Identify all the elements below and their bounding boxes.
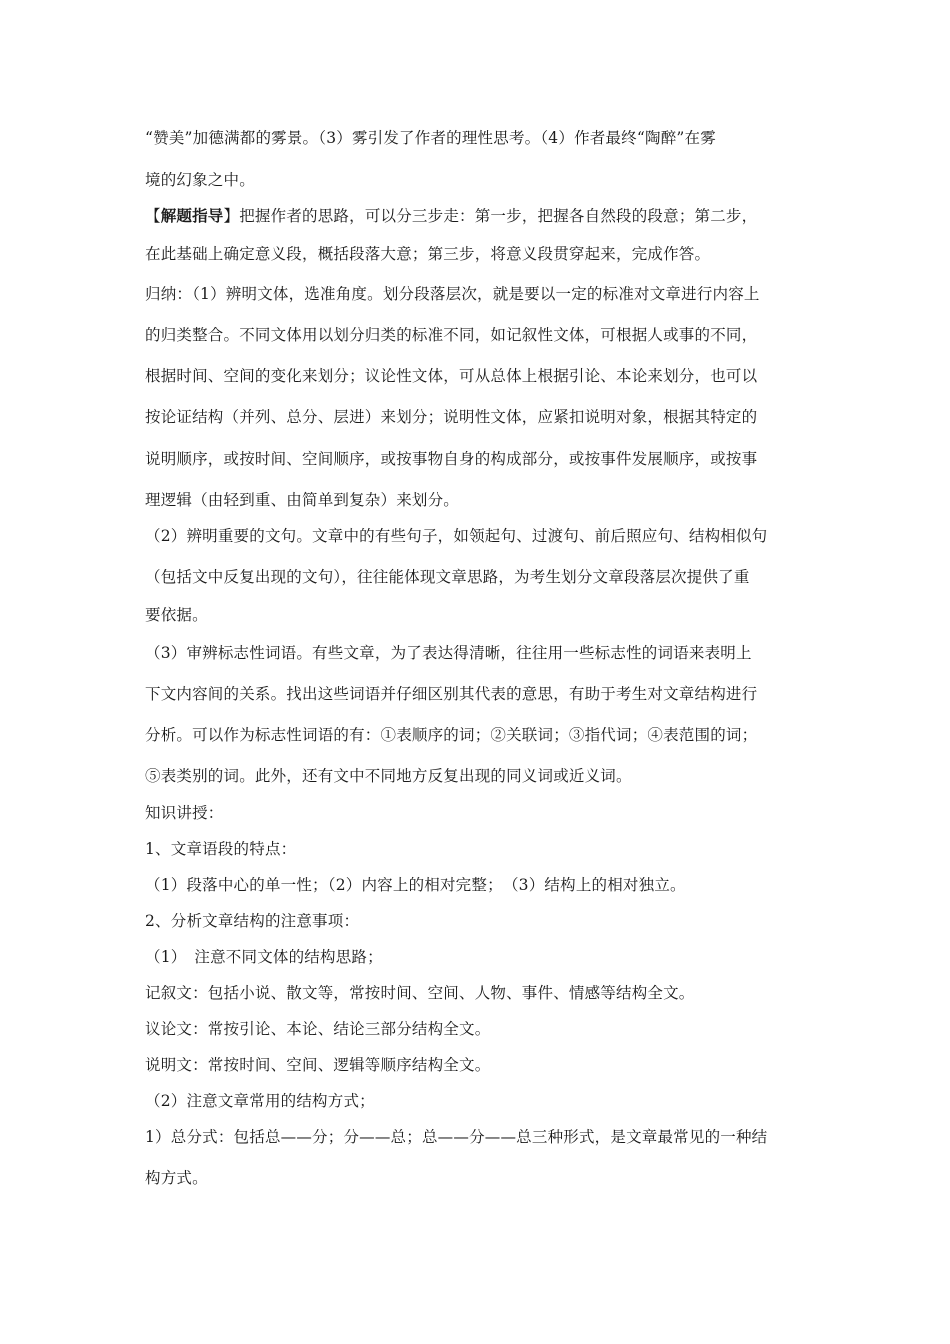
paragraph-line: 的归类整合。不同文体用以划分归类的标准不同，如记叙性文体，可根据人或事的不同，	[145, 326, 758, 344]
paragraph-line: （1）段落中心的单一性；（2）内容上的相对完整； （3）结构上的相对独立。	[145, 876, 686, 894]
guidance-line	[145, 206, 815, 226]
paragraph-line: 1）总分式：包括总——分；分——总；总——分——总三种形式，是文章最常见的一种结	[145, 1128, 768, 1146]
paragraph-line: “赞美”加德满都的雾景。（3）雾引发了作者的理性思考。（4）作者最终“陶醉”在雾	[145, 129, 716, 147]
paragraph-line: （3）审辨标志性词语。有些文章，为了表达得清晰，往往用一些标志性的词语来表明上	[145, 644, 752, 662]
paragraph-line: 归纳：（1）辨明文体，选准角度。划分段落层次，就是要以一定的标准对文章进行内容上	[145, 285, 760, 303]
paragraph-line: 根据时间、空间的变化来划分；议论性文体，可从总体上根据引论、本论来划分，也可以	[145, 367, 758, 385]
bracket-open: 【	[145, 207, 161, 225]
paragraph-line: （2）注意文章常用的结构方式；	[145, 1092, 375, 1110]
section-heading: 1、文章语段的特点：	[145, 840, 297, 858]
paragraph-line: ⑤表类别的词。此外，还有文中不同地方反复出现的同义词或近义词。	[145, 767, 632, 785]
paragraph-line: 理逻辑（由轻到重、由简单到复杂）来划分。	[145, 491, 460, 509]
paragraph-line: （包括文中反复出现的文句），往往能体现文章思路，为考生划分文章段落层次提供了重	[145, 568, 750, 586]
paragraph-line: 分析。可以作为标志性词语的有：①表顺序的词；②关联词；③指代词；④表范围的词；	[145, 726, 758, 744]
paragraph-line: 说明顺序，或按时间、空间顺序，或按事物自身的构成部分，或按事件发展顺序，或按事	[145, 450, 758, 468]
section-heading: 2、分析文章结构的注意事项：	[145, 912, 360, 930]
paragraph-line: （2）辨明重要的文句。文章中的有些句子，如领起句、过渡句、前后照应句、结构相似句	[145, 527, 768, 545]
guidance-text: 把握作者的思路，可以分三步走：第一步，把握各自然段的段意；第二步，	[239, 207, 758, 225]
guidance-heading: 解题指导	[160, 206, 224, 225]
paragraph-line: （1） 注意不同文体的结构思路；	[145, 948, 383, 966]
paragraph-line: 下文内容间的关系。找出这些词语并仔细区别其代表的意思，有助于考生对文章结构进行	[145, 685, 758, 703]
bracket-close: 】	[223, 207, 240, 225]
paragraph-line: 要依据。	[145, 606, 208, 624]
paragraph-line: 议论文：常按引论、本论、结论三部分结构全文。	[145, 1020, 491, 1038]
paragraph-line: 按论证结构（并列、总分、层进）来划分；说明性文体，应紧扣说明对象，根据其特定的	[145, 408, 758, 426]
paragraph-line: 在此基础上确定意义段，概括段落大意；第三步，将意义段贯穿起来，完成作答。	[145, 245, 711, 263]
section-heading: 知识讲授：	[145, 804, 224, 822]
paragraph-line: 记叙文：包括小说、散文等，常按时间、空间、人物、事件、情感等结构全文。	[145, 984, 695, 1002]
paragraph-line: 说明文：常按时间、空间、逻辑等顺序结构全文。	[145, 1056, 491, 1074]
paragraph-line: 构方式。	[145, 1169, 208, 1187]
paragraph-line: 境的幻象之中。	[145, 171, 255, 189]
